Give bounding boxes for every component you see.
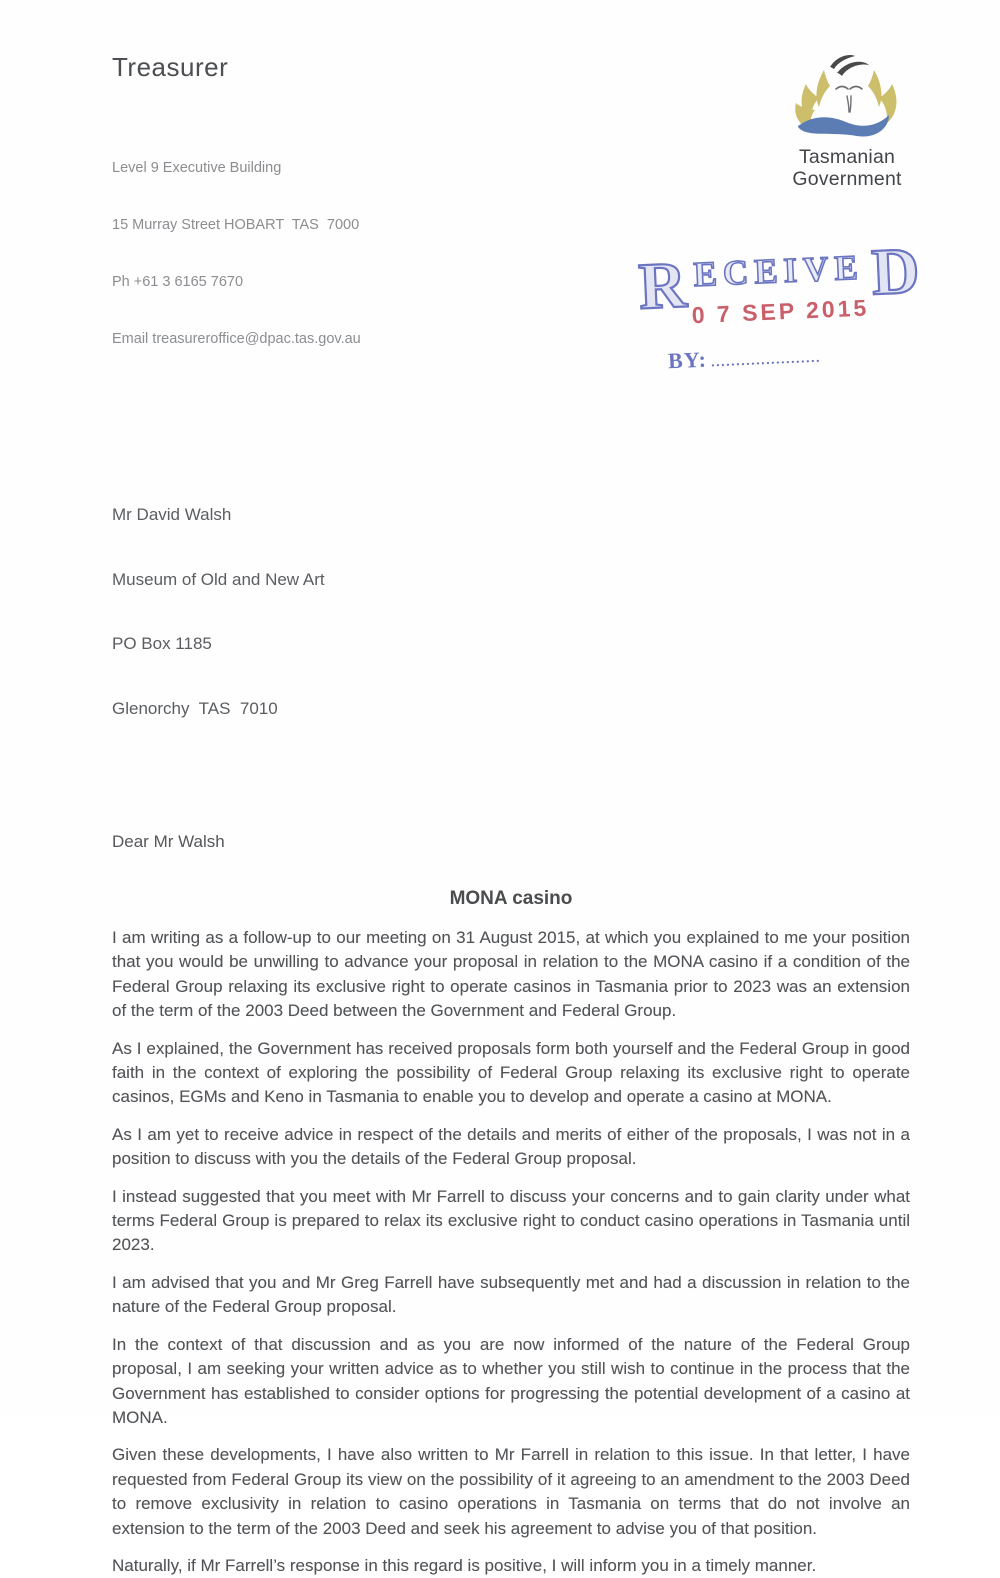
logo-text-line1: Tasmanian <box>798 146 896 168</box>
sender-address-line: Ph +61 3 6165 7670 <box>112 274 244 290</box>
stamp-by-label: BY: <box>667 346 708 374</box>
paragraph: I am advised that you and Mr Greg Farrell have subsequently met and had a discussion in relation to the nature of the Federal Group proposal. <box>112 1272 910 1317</box>
paragraph: I am writing as a follow-up to our meeting on 31 August 2015, at which you explained to me your position that you would be unwilling to advance your proposal in relation to the MONA casino if a condition of the Federal Group relaxing its exclusive right to operate casinos in Tasmania prior to 2023 was an extension of the term of the 2003 Deed between the Government and Federal Group. <box>112 928 910 1021</box>
paragraph: In the context of that discussion and as you are now informed of the nature of the Federal Group proposal, I am seeking your written advice as to whether you still wish to continue in the process that the Government has established to consider options for progressing the potential development of a casino at MONA. <box>112 1334 910 1427</box>
logo-text-line2: Government <box>792 168 902 190</box>
paragraph: Naturally, if Mr Farrell’s response in this regard is positive, I will inform you in a timely manner. <box>112 1555 817 1575</box>
salutation: Dear Mr Walsh <box>112 832 225 851</box>
stamp-by-dotted-line: ...................... <box>710 350 822 371</box>
sender-address-line: 15 Murray Street HOBART TAS 7000 <box>112 217 360 233</box>
recipient-address-block <box>112 461 910 762</box>
stamp-letter-r: R <box>637 248 689 324</box>
sender-title: Treasurer <box>112 52 229 82</box>
paragraph: As I am yet to receive advice in respect of the details and merits of either of the proposals, I was not in a position to discuss with you the details of the Federal Group proposal. <box>112 1124 910 1169</box>
received-stamp-word <box>637 234 921 332</box>
recipient-line: PO Box 1185 <box>112 634 212 653</box>
thylacine-logo-icon <box>772 52 922 144</box>
sender-address-line: Email treasureroffice@dpac.tas.gov.au <box>112 331 361 347</box>
stamp-word-middle: ECEIVE <box>692 247 865 295</box>
stamp-middle-column <box>685 247 874 329</box>
paragraph: I instead suggested that you meet with Mr Farrell to discuss your concerns and to gain clarity under what terms Federal Group is prepared to relax its exclusive right to conduct casino operations in Tasmania until 2023. <box>112 1186 910 1255</box>
paragraph: As I explained, the Government has received proposals form both yourself and the Federal Group in good faith in the context of exploring the possibility of Federal Group relaxing its exclusive right to operate casinos, EGMs and Keno in Tasmania to enable you to develop and operate a casino at MONA. <box>112 1038 910 1107</box>
recipient-line: Museum of Old and New Art <box>112 569 325 589</box>
logo-text <box>772 146 922 190</box>
recipient-line: Glenorchy TAS 7010 <box>112 698 278 718</box>
stamp-date: 0 7 SEP 2015 <box>691 294 870 329</box>
recipient-line: Mr David Walsh <box>112 505 232 524</box>
received-stamp <box>637 234 921 376</box>
subject-line: MONA casino <box>449 888 573 909</box>
letter-body <box>112 926 910 1578</box>
paragraph: Given these developments, I have also written to Mr Farrell in relation to this issue. In that letter, I have requested from Federal Group its view on the possibility of it agreeing to an amendment to the 2003 Deed to remove exclusivity in relation to casino operations in Tasmania on terms that do not involve an extension to the term of the 2003 Deed and seek his agreement to advise you of that position. <box>112 1445 910 1538</box>
sender-address-line: Level 9 Executive Building <box>112 160 282 176</box>
stamp-letter-d: D <box>870 234 921 310</box>
tasmanian-government-logo <box>772 52 922 190</box>
